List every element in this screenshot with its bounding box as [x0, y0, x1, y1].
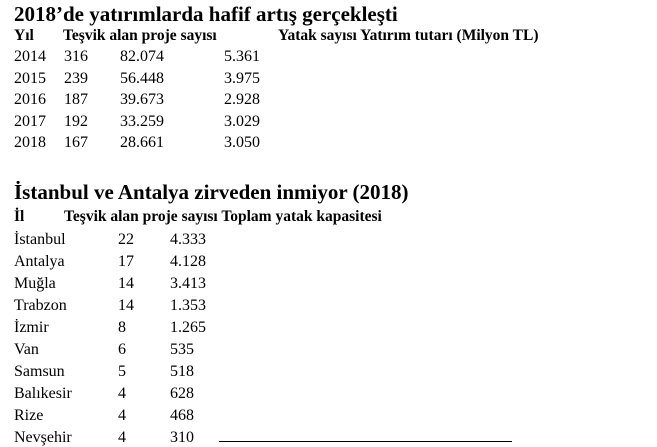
province-cell: Antalya	[14, 253, 65, 270]
province-cell: İstanbul	[14, 231, 66, 248]
bed-count-cell: 56.448	[120, 69, 164, 87]
header-beds-investment: Yatak sayısı Yatırım tutarı (Milyon TL)	[278, 27, 539, 44]
bed-capacity-cell: 468	[170, 407, 194, 424]
province-cell: Muğla	[14, 275, 56, 292]
header-year: Yıl	[14, 27, 34, 44]
bed-capacity-cell: 518	[170, 363, 194, 380]
year-cell: 2014	[14, 48, 46, 65]
section1-title: 2018’de yatırımlarda hafif artış gerçekleşti	[14, 2, 398, 26]
project-count-cell: 8	[118, 319, 126, 336]
project-count-cell: 4	[118, 407, 126, 424]
province-cell: İzmir	[14, 319, 49, 336]
investment-cell: 3.050	[224, 134, 260, 151]
project-count-cell: 14	[118, 297, 134, 314]
province-cell: Trabzon	[14, 297, 67, 314]
project-count-cell: 22	[118, 231, 134, 248]
investment-cell: 5.361	[224, 48, 260, 65]
project-count-cell: 4	[118, 429, 126, 446]
bottom-rule	[219, 441, 512, 442]
province-cell: Nevşehir	[14, 429, 72, 446]
project-count-cell: 316	[64, 48, 88, 65]
bed-capacity-cell: 535	[170, 341, 194, 358]
investment-cell: 3.029	[224, 112, 260, 130]
project-count-cell: 192	[64, 112, 88, 130]
bed-capacity-cell: 310	[170, 429, 194, 446]
province-cell: Balıkesir	[14, 385, 72, 402]
investment-cell: 2.928	[224, 91, 260, 108]
header-project-bed-capacity: Teşvik alan proje sayısı Toplam yatak kapasitesi	[64, 208, 382, 225]
investment-cell: 3.975	[224, 69, 260, 87]
bed-count-cell: 28.661	[120, 134, 164, 151]
project-count-cell: 17	[118, 253, 134, 270]
bed-count-cell: 82.074	[120, 48, 164, 65]
year-cell: 2016	[14, 91, 46, 108]
bed-count-cell: 39.673	[120, 91, 164, 108]
bed-capacity-cell: 1.265	[170, 319, 206, 336]
section2-title: İstanbul ve Antalya zirveden inmiyor (2018)	[14, 180, 409, 204]
year-cell: 2017	[14, 112, 46, 130]
bed-capacity-cell: 4.128	[170, 253, 206, 270]
header-project-count: Teşvik alan proje sayısı	[63, 27, 217, 44]
project-count-cell: 167	[64, 134, 88, 151]
project-count-cell: 6	[118, 341, 126, 358]
year-cell: 2015	[14, 69, 46, 87]
bed-capacity-cell: 4.333	[170, 231, 206, 248]
bed-capacity-cell: 3.413	[170, 275, 206, 292]
bed-capacity-cell: 1.353	[170, 297, 206, 314]
header-province: İl	[14, 208, 25, 225]
province-cell: Van	[14, 341, 39, 358]
project-count-cell: 239	[64, 69, 88, 87]
project-count-cell: 4	[118, 385, 126, 402]
bed-count-cell: 33.259	[120, 112, 164, 130]
province-cell: Rize	[14, 407, 44, 424]
project-count-cell: 14	[118, 275, 134, 292]
project-count-cell: 5	[118, 363, 126, 380]
province-cell: Samsun	[14, 363, 65, 380]
project-count-cell: 187	[64, 91, 88, 108]
bed-capacity-cell: 628	[170, 385, 194, 402]
year-cell: 2018	[14, 134, 46, 151]
